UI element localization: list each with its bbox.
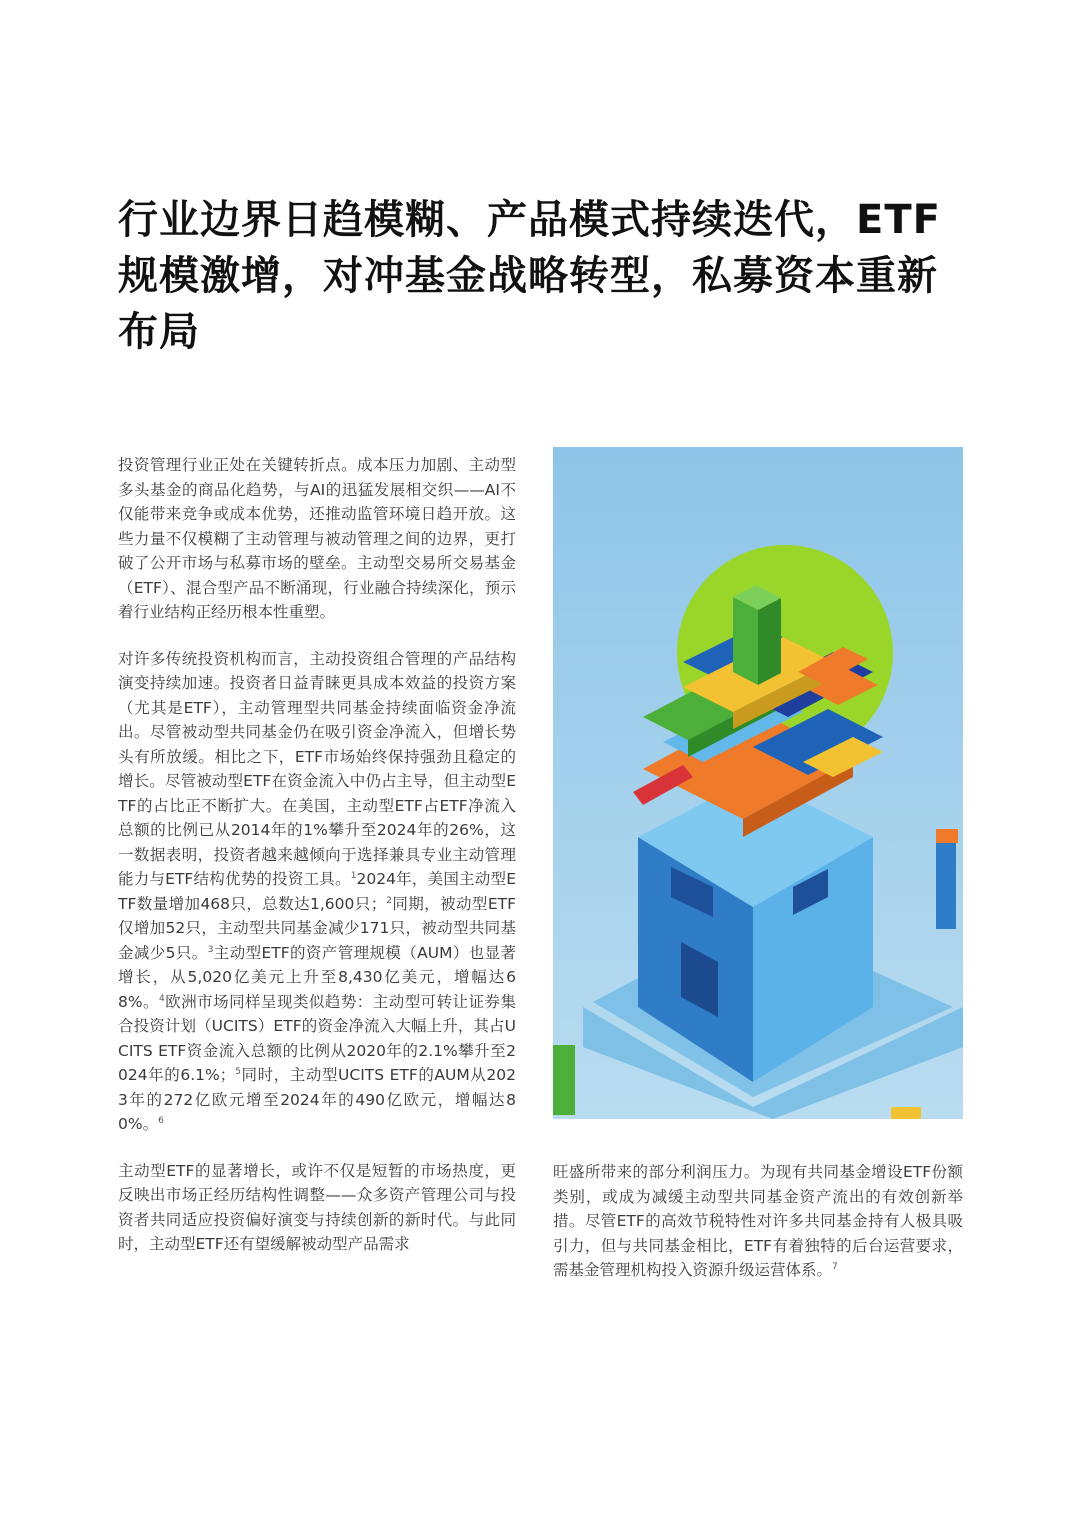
footnote-ref-7: 7 bbox=[832, 1261, 838, 1272]
etf-growth-text-c: 同期，被动型ETF仅增加52只，主动型共同基金减少171只，被动型共同基金减少5只。 bbox=[118, 894, 516, 962]
right-text-column bbox=[553, 1160, 963, 1305]
continuation-paragraph bbox=[553, 1160, 963, 1283]
structural-shift-paragraph: 主动型ETF的显著增长，或许不仅是短暂的市场热度，更反映出市场正经历结构性调整——众多资产管理公司与投资者共同适应投资偏好演变与持续创新的新时代。与此同时，主动型ETF还有望缓解被动型产品需求 bbox=[118, 1161, 516, 1253]
blocks-tower-image bbox=[553, 447, 963, 1119]
etf-growth-text-f: 同时，主动型UCITS ETF的AUM从2023年的272亿欧元增至2024年的490亿欧元，增幅达80%。 bbox=[118, 1066, 516, 1133]
side-pillar-cap bbox=[936, 829, 958, 843]
block-green-pillar-front bbox=[733, 597, 758, 685]
side-pillar bbox=[936, 839, 956, 929]
stacked-blocks-illustration bbox=[553, 447, 963, 1119]
etf-growth-text-e: 欧洲市场同样呈现类似趋势：主动型可转让证券集合投资计划（UCITS）ETF的资金净流入大幅上升，其占UCITS ETF资金流入总额的比例从2020年的2.1%攀升至2024年的6.1%； bbox=[118, 992, 516, 1084]
etf-growth-text-d: 主动型ETF的资产管理规模（AUM）也显著增长，从5,020亿美元上升至8,430亿美元，增幅达68%。 bbox=[118, 943, 516, 1011]
page-title: 行业边界日趋模糊、产品模式持续迭代，ETF规模激增，对冲基金战略转型，私募资本重新布局 bbox=[118, 197, 941, 355]
footnote-ref-1: 1 bbox=[350, 870, 357, 881]
corner-block-yellow bbox=[891, 1107, 921, 1119]
block-green-pillar-side bbox=[758, 598, 781, 685]
left-text-column bbox=[118, 453, 516, 1279]
etf-growth-text-b: 2024年，美国主动型ETF数量增加468只，总数达1,600只； bbox=[118, 870, 516, 913]
footnote-ref-6: 6 bbox=[158, 1115, 164, 1126]
footnote-ref-2: 2 bbox=[386, 895, 392, 906]
continuation-text: 旺盛所带来的部分利润压力。为现有共同基金增设ETF份额类别，或成为减缓主动型共同基金资产流出的有效创新举措。尽管ETF的高效节税特性对许多共同基金持有人极具吸引力，但与共同基金相比，ETF有着独特的后台运营要求，需基金管理机构投入资源升级运营体系。 bbox=[553, 1163, 963, 1279]
footnote-ref-4: 4 bbox=[159, 993, 165, 1004]
footnote-ref-3: 3 bbox=[207, 944, 214, 955]
etf-growth-text-a: 对许多传统投资机构而言，主动投资组合管理的产品结构演变持续加速。投资者日益青睐更具成本效益的投资方案（尤其是ETF），主动管理型共同基金持续面临资金净流出。尽管被动型共同基金仍在吸引资金净流入，但增长势头有所放缓。相比之下，ETF市场始终保持强劲且稳定的增长。尽管被动型ETF在资金流入中仍占主导，但主动型ETF的占比正不断扩大。在美国，主动型ETF占ETF净流入总额的比例已从2014年的1%攀升至2024年的26%，这一数据表明，投资者越来越倾向于选择兼具专业主动管理能力与ETF结构优势的投资工具。 bbox=[118, 649, 516, 888]
intro-paragraph: 投资管理行业正处在关键转折点。成本压力加剧、主动型多头基金的商品化趋势，与AI的迅猛发展相交织——AI不仅能带来竞争或成本优势，还推动监管环境日趋开放。这些力量不仅模糊了主动管理与被动管理之间的边界，更打破了公开市场与私募市场的壁垒。主动型交易所交易基金（ETF）、混合型产品不断涌现，行业融合持续深化，预示着行业结构正经历根本性重塑。 bbox=[118, 456, 516, 621]
footnote-ref-5: 5 bbox=[235, 1066, 241, 1077]
etf-growth-paragraph bbox=[118, 647, 516, 1137]
corner-block-green bbox=[553, 1045, 575, 1115]
